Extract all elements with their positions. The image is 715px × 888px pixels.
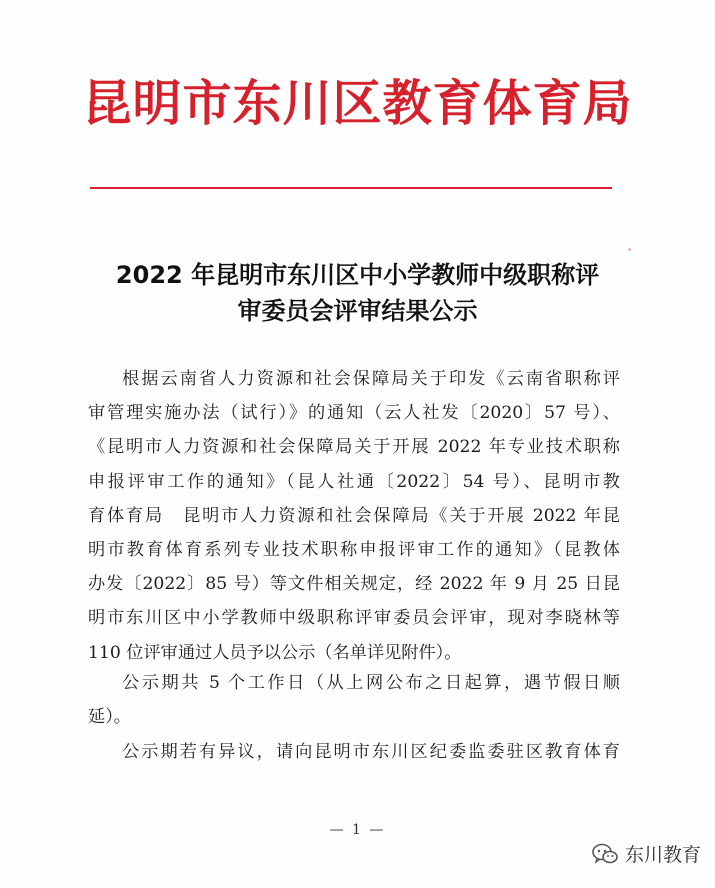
wechat-icon	[591, 842, 619, 866]
paragraph-line: 公示期若有异议，请向昆明市东川区纪委监委驻区教育体育	[122, 742, 620, 762]
paragraph-line: 育体育局 昆明市人力资源和社会保障局《关于开展 2022 年昆	[88, 505, 620, 526]
paragraph-line: 审管理实施办法（试行）》的通知（云人社发〔2020〕57 号）、	[88, 403, 620, 424]
body-paragraph-2	[88, 666, 620, 734]
paragraph-line: 延）。	[88, 707, 131, 728]
paragraph-line: 申报评审工作的通知》（昆人社通〔2022〕54 号）、昆明市教	[88, 471, 620, 492]
paragraph-line: 明市东川区中小学教师中级职称评审委员会评审，现对李晓林等	[88, 608, 620, 629]
body-paragraph-3	[88, 735, 620, 769]
letterhead-divider	[90, 187, 612, 189]
letterhead-title: 昆明市东川区教育体育局	[82, 74, 633, 132]
paragraph-line: 《昆明市人力资源和社会保障局关于开展 2022 年专业技术职称	[88, 437, 620, 458]
watermark-account-name: 东川教育	[624, 844, 701, 866]
paragraph-line: 明市教育体育系列专业技术职称申报评审工作的通知》（昆教体	[88, 540, 620, 561]
scan-speck	[628, 248, 631, 251]
document-title	[60, 257, 655, 329]
page-number: — 1 —	[329, 822, 386, 838]
paragraph-line: 办发〔2022〕85 号）等文件相关规定，经 2022 年 9 月 25 日昆	[88, 574, 620, 595]
wechat-watermark	[591, 840, 701, 867]
paragraph-line: 公示期共 5 个工作日（从上网公布之日起算，遇节假日顺	[122, 673, 620, 693]
document-title-line-2: 审委员会评审结果公示	[237, 297, 478, 325]
document-title-line-1: 2022 年昆明市东川区中小学教师中级职称评	[115, 261, 600, 289]
paragraph-line: 110 位评审通过人员予以公示（名单详见附件）。	[88, 642, 462, 663]
body-paragraph-1	[88, 362, 620, 670]
paragraph-line: 根据云南省人力资源和社会保障局关于印发《云南省职称评	[122, 369, 620, 389]
